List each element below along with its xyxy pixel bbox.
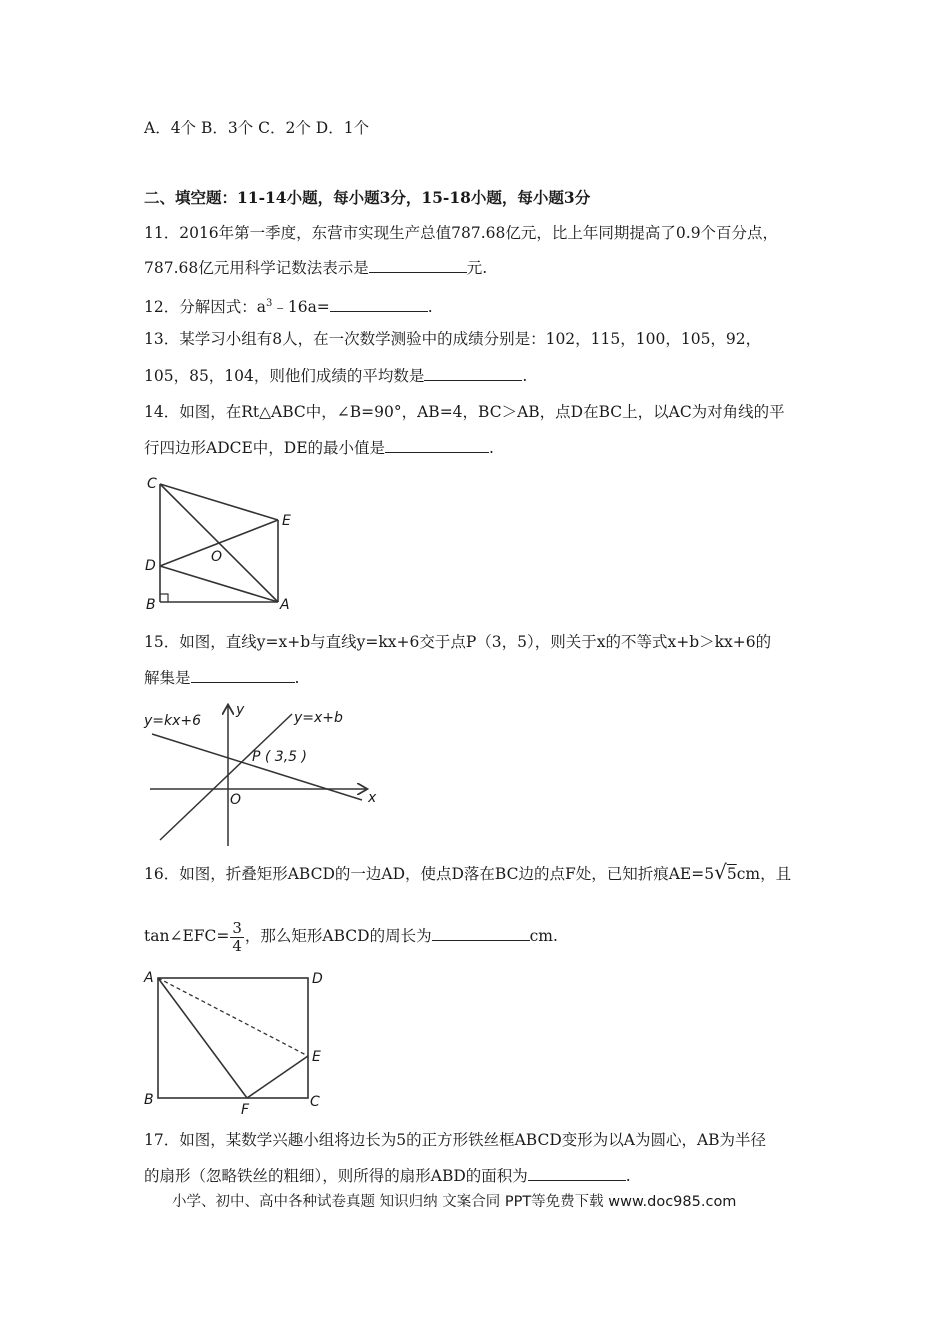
q15-text: 解集是	[144, 669, 191, 687]
q16-line1	[144, 862, 791, 884]
q14-tail: .	[489, 439, 494, 457]
q16-segment-af	[158, 978, 247, 1098]
q11-line1: 11．2016年第一季度，东营市实现生产总值787.68亿元，比上年同期提高了0.9个百分点，	[144, 224, 779, 242]
q17-line1: 17．如图，某数学兴趣小组将边长为5的正方形铁丝框ABCD变形为以A为圆心，AB为半径	[144, 1131, 767, 1149]
q16-answer-blank[interactable]	[432, 926, 530, 941]
q16-figure	[142, 966, 342, 1116]
q14-label-c: C	[147, 476, 157, 492]
q15-label-point: P ( 3,5 )	[252, 749, 307, 765]
q15-label-y: y	[236, 702, 245, 718]
q16-sqrt-value: 5	[726, 865, 737, 883]
q14-figure	[142, 470, 302, 615]
q12-answer-blank[interactable]	[330, 297, 428, 312]
q14-line2	[144, 438, 494, 458]
q15-answer-blank[interactable]	[191, 668, 295, 683]
q14-label-o: O	[211, 549, 223, 565]
q15-label-origin: O	[230, 792, 242, 808]
q16-label-b: B	[144, 1092, 154, 1108]
q15-tail: .	[294, 669, 300, 687]
q17-tail: .	[625, 1167, 631, 1185]
sqrt-icon: √	[714, 860, 727, 884]
q13-answer-blank[interactable]	[424, 366, 522, 381]
q15-figure	[142, 700, 382, 850]
q12-text: 12．分解因式：a	[144, 298, 266, 317]
q15-line-kx6	[152, 734, 362, 800]
q17-line2	[144, 1166, 631, 1186]
q16-label-e: E	[312, 1049, 321, 1065]
q13-line2	[144, 366, 527, 386]
q16-segment-fe	[247, 1056, 308, 1098]
q13-text: 105，85，104，则他们成绩的平均数是	[144, 367, 425, 385]
section-heading: 二、填空题：11-14小题，每小题3分，15-18小题，每小题3分	[144, 188, 591, 207]
q14-label-d: D	[145, 558, 156, 574]
q10-options: A．4个 B．3个 C．2个 D．1个	[144, 119, 370, 137]
q17-answer-blank[interactable]	[528, 1166, 626, 1181]
q14-text: 行四边形ADCE中，DE的最小值是	[144, 439, 386, 457]
q14-label-e: E	[282, 513, 291, 529]
q14-label-b: B	[146, 597, 156, 613]
q16-frac-num: 3	[232, 918, 242, 937]
q12-exponent: 3	[265, 298, 273, 309]
q15-line-xb	[160, 714, 292, 840]
q14-answer-blank[interactable]	[385, 438, 489, 453]
q16-tail2: cm.	[529, 927, 558, 945]
q11-line2	[144, 258, 487, 278]
q12-line	[144, 294, 433, 317]
q14-label-a: A	[280, 597, 290, 613]
q16-label-f: F	[241, 1102, 250, 1116]
q16-tail1: cm，且	[736, 865, 792, 883]
q12-expr: ﹣16a=	[272, 298, 330, 317]
q16-tan-text: tan∠EFC=	[144, 927, 230, 945]
q15-label-x: x	[368, 790, 377, 806]
q16-text2: ，那么矩形ABCD的周长为	[244, 927, 432, 945]
q16-frac-den: 4	[232, 936, 242, 955]
q16-fraction	[230, 920, 244, 955]
q17-text: 的扇形（忽略铁丝的粗细），则所得的扇形ABD的面积为	[144, 1167, 528, 1185]
q11-answer-blank[interactable]	[369, 258, 467, 273]
q14-line1: 14．如图，在Rt△ABC中，∠B=90°，AB=4，BC＞AB，点D在BC上，以AC为对角线的平	[144, 403, 785, 421]
q16-label-c: C	[310, 1094, 320, 1110]
q16-text: 16．如图，折叠矩形ABCD的一边AD，使点D落在BC边的点F处，已知折痕AE=5	[144, 865, 715, 883]
q13-line1: 13．某学习小组有8人，在一次数学测验中的成绩分别是：102，115，100，105，92，	[144, 330, 762, 348]
q16-label-d: D	[312, 971, 323, 987]
q16-fold-line-ae	[158, 978, 308, 1056]
footer-ad: 小学、初中、高中各种试卷真题 知识归纳 文案合同 PPT等免费下载 www.doc985.com	[172, 1194, 737, 1210]
q11-tail: 元.	[466, 259, 488, 277]
q14-right-angle-mark	[160, 594, 168, 602]
q11-text: 787.68亿元用科学记数法表示是	[144, 259, 369, 277]
q12-tail: .	[427, 298, 433, 317]
q15-label-line1: y=kx+6	[144, 713, 202, 729]
q15-line2	[144, 668, 299, 688]
q15-label-line2: y=x+b	[294, 710, 343, 726]
q13-tail: .	[522, 367, 528, 385]
q15-line1: 15．如图，直线y=x+b与直线y=kx+6交于点P（3，5），则关于x的不等式x+b＞kx+6的	[144, 633, 772, 651]
q16-label-a: A	[144, 970, 154, 986]
q16-line2	[144, 918, 558, 955]
